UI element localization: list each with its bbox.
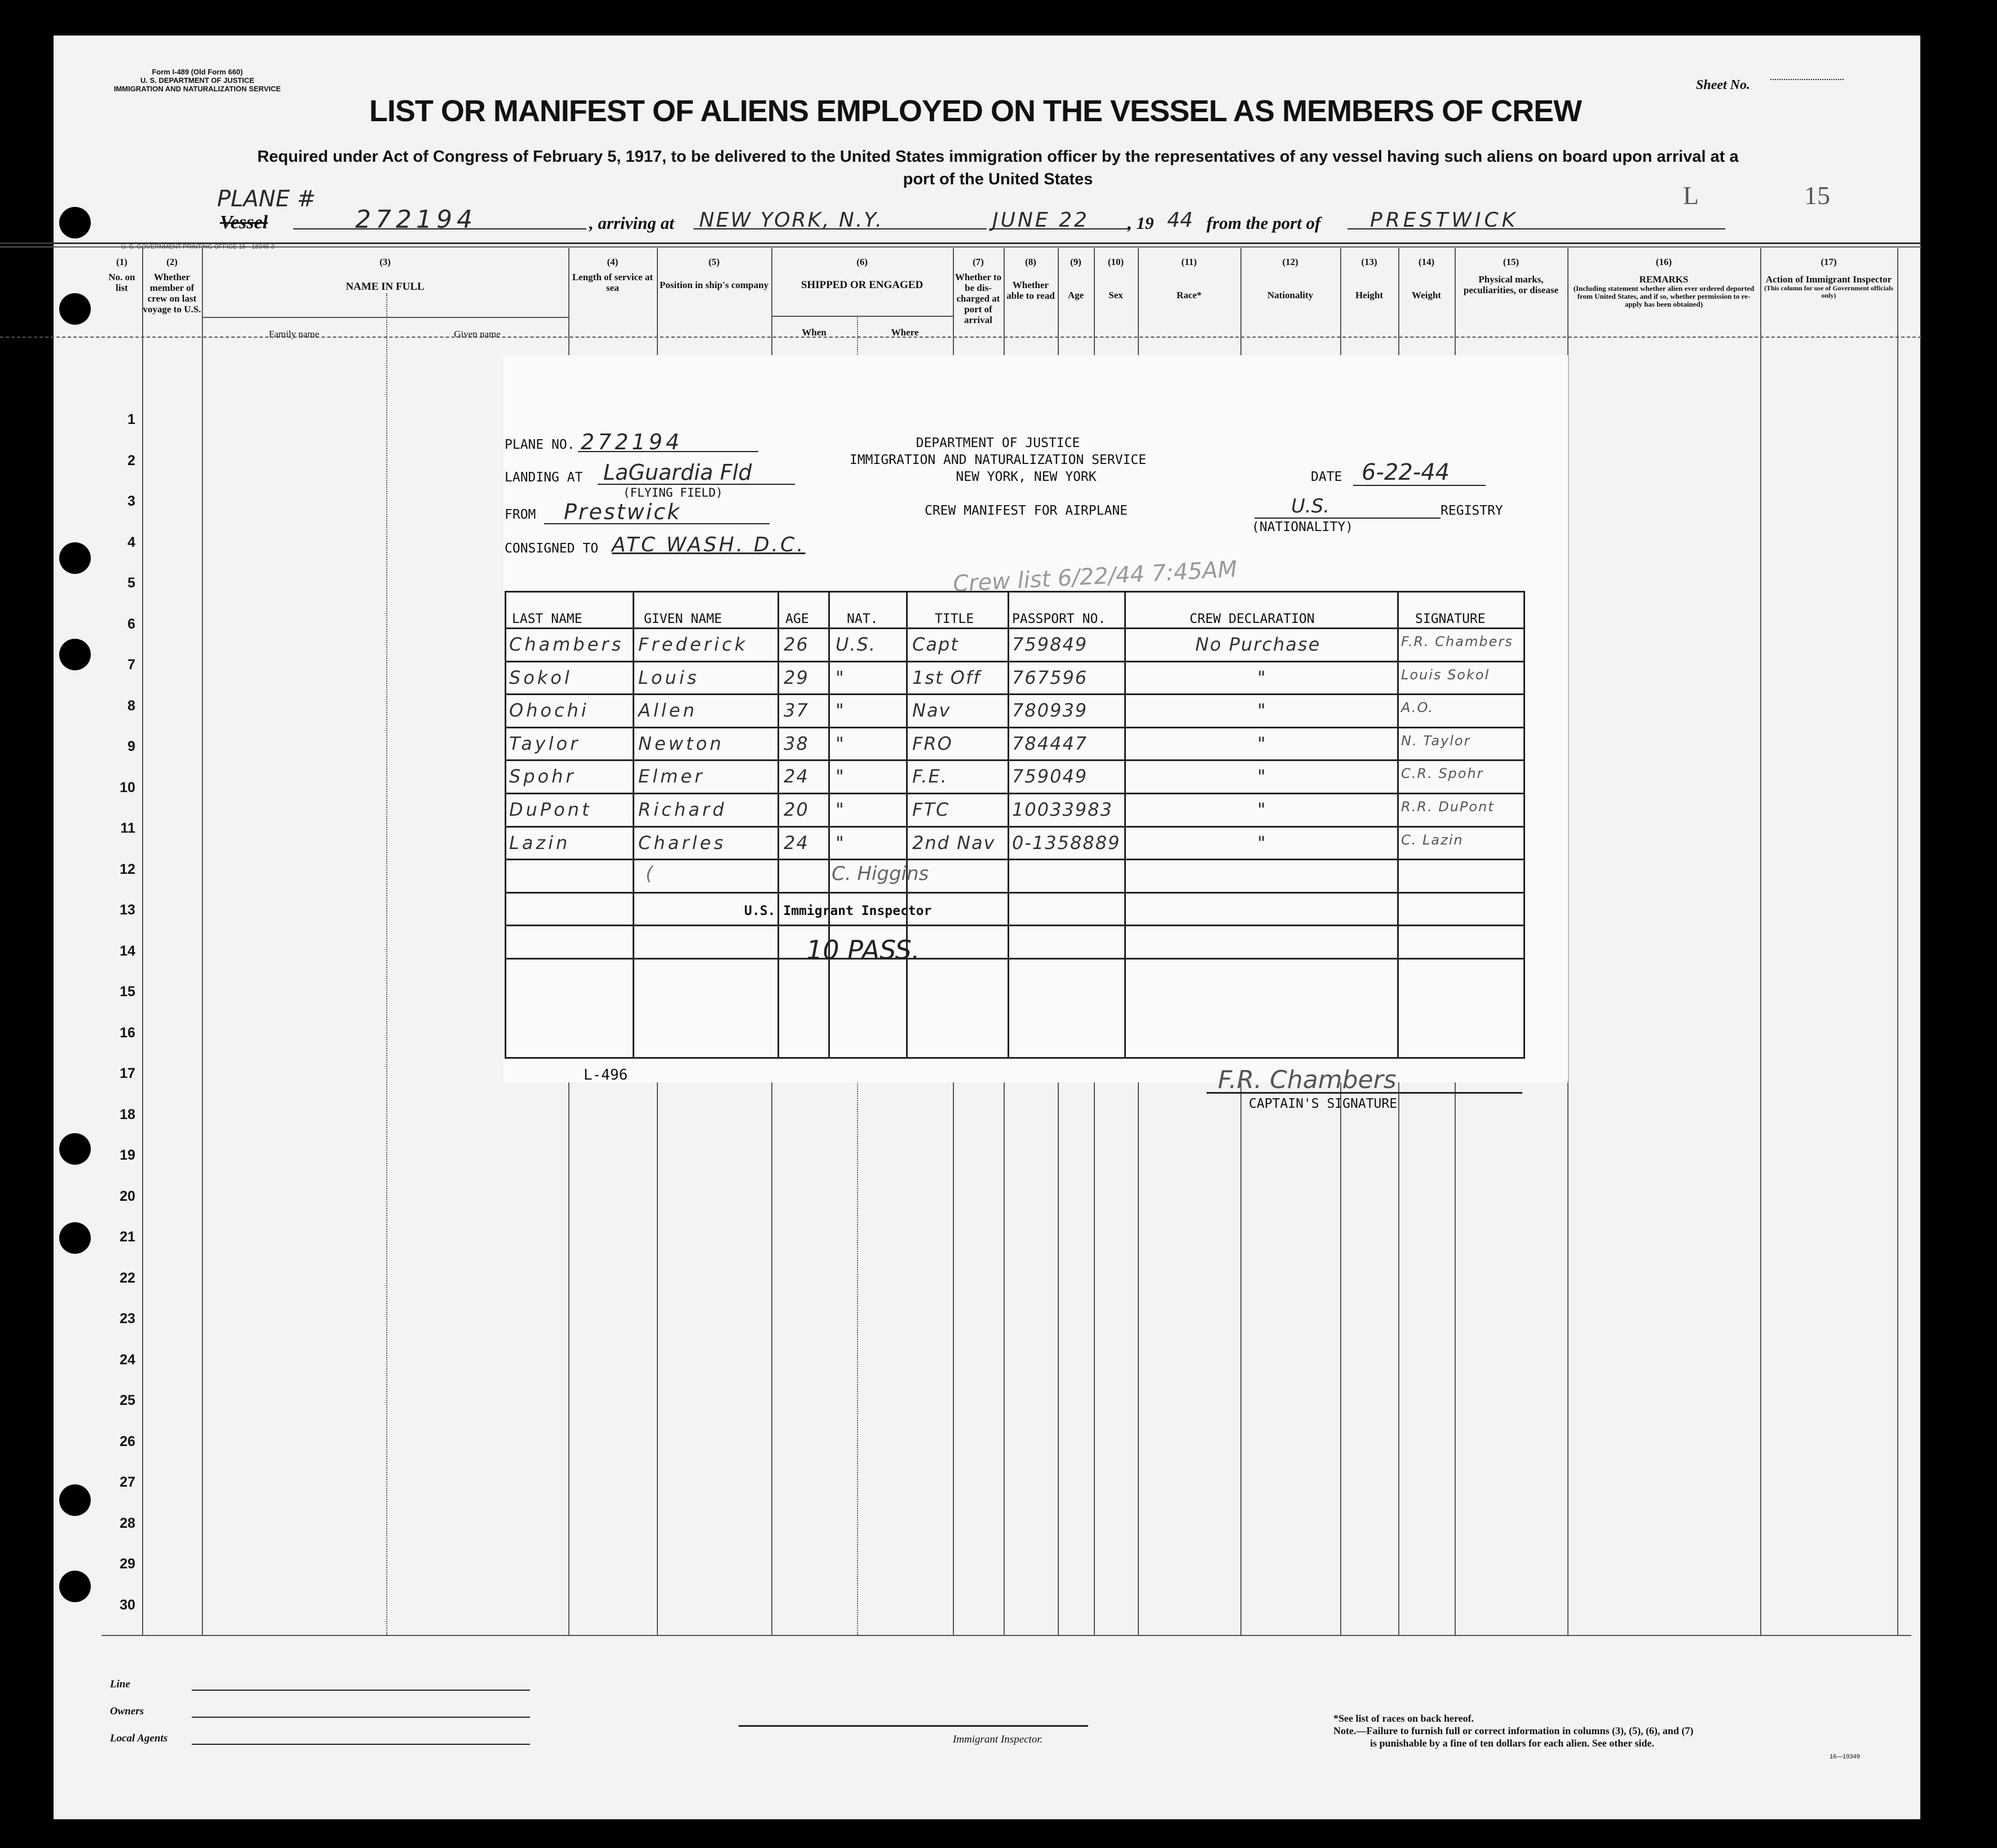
crew-row-rule (505, 892, 1525, 894)
col-2-header: (2) Whether member of crew on last voyage to U.S. (143, 257, 201, 315)
dept-line-3: NEW YORK, NEW YORK (956, 470, 1097, 484)
crew-cell: Louis Sokol (1401, 666, 1490, 683)
crew-hdr-title: TITLE (935, 612, 974, 626)
row-number: 2 (127, 452, 135, 468)
row-number: 23 (120, 1311, 135, 1327)
crew-row-rule (505, 661, 1525, 662)
crew-cell: Charles (638, 832, 726, 854)
header-rule-2 (0, 246, 1921, 247)
from-port-value: PRESTWICK (1370, 209, 1519, 232)
crew-hdr-nat: NAT. (847, 612, 878, 626)
crew-cell: 1st Off (912, 666, 981, 688)
crew-hdr-given-name: GIVEN NAME (644, 612, 722, 626)
crew-cell: " (836, 666, 845, 688)
crew-cell: Nav (912, 700, 951, 722)
crew-row-rule (505, 627, 1525, 629)
vessel-label: Vessel (220, 212, 268, 233)
binder-hole (59, 542, 91, 574)
when-header: When (802, 327, 827, 338)
manifest-date: 6-22-44 (1362, 459, 1450, 485)
year-prefix: , 19 (1128, 213, 1154, 233)
crew-cell: Newton (638, 732, 724, 754)
row-number: 27 (120, 1474, 135, 1490)
crew-cell: Elmer (638, 766, 705, 788)
arriving-label: , arriving at (589, 213, 674, 233)
flying-field-label: (FLYING FIELD) (623, 486, 723, 499)
header-rule-top (0, 242, 1921, 244)
landing-label: LANDING AT (505, 470, 583, 485)
crew-cell: Lazin (509, 832, 571, 854)
nationality-value: U.S. (1291, 495, 1330, 518)
col-12-header: (12) Nationality (1267, 257, 1314, 300)
crew-row-rule (505, 727, 1525, 728)
crew-cell: " (1257, 832, 1267, 854)
row-number: 9 (127, 739, 135, 754)
given-name-header: Given name (454, 329, 501, 339)
crew-cell: Allen (638, 700, 697, 722)
crew-cell: 20 (784, 799, 809, 820)
col-7-header: (7) Whether to be dis- charged at port of arrival (955, 257, 1002, 325)
col-4-header: (4) Length of service at sea (572, 257, 653, 293)
crew-cell: FTC (912, 799, 950, 820)
row-number: 25 (120, 1392, 135, 1408)
crew-cell: Sokol (509, 666, 572, 688)
agents-field (192, 1744, 530, 1745)
nationality-label: (NATIONALITY) (1252, 520, 1354, 534)
registry-label: REGISTRY (1441, 503, 1503, 518)
crew-cell: Taylor (509, 732, 581, 754)
col-divider (202, 248, 203, 1635)
failure-note-2: is punishable by a fine of ten dollars for each alien. See other side. (1370, 1738, 1654, 1749)
col-divider (142, 248, 143, 1635)
captain-signature: F.R. Chambers (1218, 1066, 1397, 1094)
crew-row-rule (505, 759, 1525, 761)
plane-no-value: 272194 (581, 430, 683, 454)
where-header: Where (891, 327, 919, 338)
arriving-value: NEW YORK, N.Y. (699, 209, 884, 232)
row-number: 3 (127, 493, 135, 509)
crew-cell: 38 (784, 732, 809, 754)
sheet-no-label: Sheet No. (1696, 78, 1750, 92)
crew-cell: Capt (912, 634, 959, 655)
crew-manifest-title: CREW MANIFEST FOR AIRPLANE (924, 503, 1128, 518)
form-department: U. S. DEPARTMENT OF JUSTICE (140, 76, 254, 85)
crew-cell: " (836, 700, 845, 722)
crew-cell: U.S. (836, 634, 877, 655)
crew-hdr-passport: PASSPORT NO. (1012, 612, 1106, 626)
crew-cell: " (836, 799, 845, 820)
arrival-date: JUNE 22 (992, 209, 1089, 232)
col-3-header: (3) NAME IN FULL (346, 257, 425, 293)
crew-cell: Louis (638, 666, 700, 688)
crew-cell: " (836, 766, 845, 788)
crew-cell: 2nd Nav (912, 832, 996, 854)
col-3-subrule (202, 317, 568, 318)
captain-signature-line (1207, 1092, 1522, 1094)
subtitle-line-2: port of the United States (903, 170, 1093, 188)
corner-number: 15 (1804, 181, 1830, 210)
row-number: 28 (120, 1515, 135, 1531)
crew-cell: " (1257, 700, 1267, 722)
printing-office: U. S. GOVERNMENT PRINTING OFFICE 16—18346-3 (121, 244, 275, 250)
crew-cell: " (1257, 766, 1267, 788)
crew-cell: Ohochi (509, 700, 589, 722)
binder-hole (59, 639, 91, 670)
form-number: Form I-489 (Old Form 660) (152, 68, 243, 76)
ditto-mark: ( (646, 863, 653, 885)
col-9-header: (9) Age (1067, 257, 1084, 300)
inspector-label: U.S. Immigrant Inspector (744, 904, 932, 918)
row-number: 30 (120, 1597, 135, 1613)
vessel-prefix: PLANE # (217, 186, 316, 212)
col-8-header: (8) Whether able to read (1006, 257, 1055, 301)
crew-cell: 780939 (1012, 700, 1088, 722)
crew-cell: No Purchase (1195, 634, 1321, 655)
crew-cell: Spohr (509, 766, 576, 788)
crew-cell: 26 (784, 634, 809, 655)
row-number: 11 (120, 820, 135, 836)
corner-mark: L (1683, 181, 1699, 210)
captain-label: CAPTAIN'S SIGNATURE (1249, 1097, 1398, 1111)
row-number: 20 (120, 1188, 135, 1204)
race-note: *See list of races on back hereof. (1333, 1713, 1474, 1724)
col-divider (1760, 248, 1761, 1635)
arrival-year: 44 (1167, 209, 1193, 232)
row-number: 18 (120, 1106, 135, 1122)
row-number: 6 (127, 616, 135, 632)
crew-hdr-last-name: LAST NAME (512, 612, 582, 626)
crew-cell: " (836, 732, 845, 754)
row-number: 10 (120, 779, 135, 795)
subtitle-line-1: Required under Act of Congress of February 5, 1917, to be delivered to the United States immigration officer by the representatives of any vessel having such aliens on board upon arrival at a (257, 148, 1739, 166)
crew-cell: " (1257, 799, 1267, 820)
crew-row-rule (505, 693, 1525, 695)
row-number: 17 (120, 1066, 135, 1081)
row-number: 4 (127, 534, 135, 550)
printer-code: 16—19349 (1830, 1753, 1860, 1760)
crew-cell: F.R. Chambers (1401, 634, 1513, 649)
crew-hdr-declaration: CREW DECLARATION (1190, 612, 1315, 626)
form-code: L-496 (584, 1067, 628, 1084)
row-number: 14 (120, 943, 135, 959)
crew-cell: C. Lazin (1401, 832, 1464, 848)
plane-no-label: PLANE NO. (505, 437, 575, 452)
date-label: DATE (1311, 470, 1342, 484)
crew-cell: Richard (638, 799, 727, 820)
crew-cell: R.R. DuPont (1401, 799, 1495, 815)
family-name-header: Family name (268, 329, 320, 339)
from-port-label: from the port of (1207, 213, 1321, 233)
crew-cell: 37 (784, 700, 809, 722)
binder-hole (59, 1133, 91, 1165)
binder-hole (59, 1222, 91, 1254)
col-6-subrule (771, 316, 953, 317)
crew-row-rule (505, 925, 1525, 926)
crew-cell: DuPont (509, 799, 592, 820)
crew-cell: C.R. Spohr (1401, 766, 1484, 782)
col-16-header: (16) REMARKS (Including statement whether alien ever ordered deported from United States, and if so, whether permission to re-apply has been obtained) (1573, 257, 1755, 308)
col-5-header: (5) Position in ship's company (659, 257, 769, 290)
binder-hole (59, 1571, 91, 1602)
crew-hdr-age: AGE (785, 612, 809, 626)
binder-hole (59, 207, 91, 238)
dept-line-1: DEPARTMENT OF JUSTICE (916, 436, 1080, 450)
line-field (192, 1690, 530, 1691)
crew-cell: Chambers (509, 634, 624, 655)
sheet-no-field (1770, 79, 1844, 80)
row-number: 15 (120, 984, 135, 1000)
crew-cell: A.O. (1401, 700, 1434, 716)
row-number: 7 (127, 657, 135, 673)
crew-cell: 10033983 (1012, 799, 1113, 820)
row-number: 24 (120, 1351, 135, 1368)
page-title: LIST OR MANIFEST OF ALIENS EMPLOYED ON THE VESSEL AS MEMBERS OF CREW (369, 94, 1582, 128)
consigned-value: ATC WASH. D.C. (612, 533, 806, 556)
inspector-initial: C. Higgins (832, 863, 929, 885)
row-number: 29 (120, 1556, 135, 1572)
crew-cell: Frederick (638, 634, 748, 655)
crew-cell: 784447 (1012, 732, 1088, 754)
crew-cell: " (1257, 732, 1267, 754)
col-10-header: (10) Sex (1107, 257, 1124, 300)
crew-hdr-signature: SIGNATURE (1415, 612, 1486, 626)
crew-cell: FRO (912, 732, 953, 754)
row-number: 5 (127, 575, 135, 591)
row-number: 1 (127, 412, 135, 427)
crew-cell: 759049 (1012, 766, 1088, 788)
col-14-header: (14) Weight (1412, 257, 1441, 300)
crew-cell: 29 (784, 666, 809, 688)
crew-cell: N. Taylor (1401, 732, 1471, 749)
dept-line-2: IMMIGRATION AND NATURALIZATION SERVICE (849, 453, 1147, 467)
row-number: 26 (120, 1433, 135, 1449)
row-number: 16 (120, 1024, 135, 1041)
crew-cell: 24 (784, 832, 809, 854)
crew-row-rule (505, 958, 1525, 960)
crew-cell: F.E. (912, 766, 948, 788)
crew-row-rule (505, 793, 1525, 794)
col-11-header: (11) Race* (1176, 257, 1202, 300)
col-6-header: (6) SHIPPED OR ENGAGED (801, 257, 924, 291)
form-service: IMMIGRATION AND NATURALIZATION SERVICE (113, 85, 281, 93)
from-value: Prestwick (564, 499, 682, 524)
landing-value: LaGuardia Fld (603, 460, 752, 485)
crew-list-note: Crew list 6/22/44 7:45AM (952, 556, 1238, 598)
nationality-line (1254, 518, 1441, 519)
from-label: FROM (505, 507, 536, 522)
vessel-value: 272194 (355, 205, 477, 234)
crew-cell: 759849 (1012, 634, 1088, 655)
crew-cell: " (1257, 666, 1267, 688)
crew-cell: 0-1358889 (1012, 832, 1121, 854)
binder-hole (59, 293, 91, 325)
col-1-header: (1) No. on list (108, 257, 135, 293)
consigned-label: CONSIGNED TO (505, 541, 599, 556)
col-divider (386, 293, 387, 1635)
col-13-header: (13) Height (1355, 257, 1384, 300)
failure-note-1: Note.—Failure to furnish full or correct information in columns (3), (5), (6), and (7) (1333, 1725, 1694, 1736)
crew-row-rule (505, 826, 1525, 828)
col-divider (1897, 248, 1898, 1635)
col-15-header: (15) Physical marks, peculiarities, or disease (1463, 257, 1559, 295)
crew-cell: " (836, 832, 845, 854)
crew-cell: 24 (784, 766, 809, 788)
pass-note: 10 PASS. (806, 935, 920, 965)
row-number: 12 (120, 861, 135, 877)
line-label: Line (110, 1678, 130, 1690)
footer-inspector-label: Immigrant Inspector. (953, 1734, 1043, 1745)
row-number: 21 (120, 1229, 135, 1245)
col-17-header: (17) Action of Immigrant Inspector (This column for use of Government officials only) (1764, 257, 1894, 299)
inspector-signature-line (739, 1725, 1088, 1727)
owners-label: Owners (110, 1705, 144, 1717)
table-bottom-rule (101, 1635, 1911, 1636)
crew-cell: 767596 (1012, 666, 1088, 688)
crew-row-rule (505, 859, 1525, 860)
row-number: 8 (127, 697, 135, 714)
binder-hole (59, 1484, 91, 1516)
row-number: 13 (120, 902, 135, 918)
agents-label: Local Agents (110, 1732, 168, 1744)
row-number: 19 (120, 1147, 135, 1163)
row-number: 22 (120, 1270, 135, 1286)
owners-field (192, 1717, 530, 1718)
